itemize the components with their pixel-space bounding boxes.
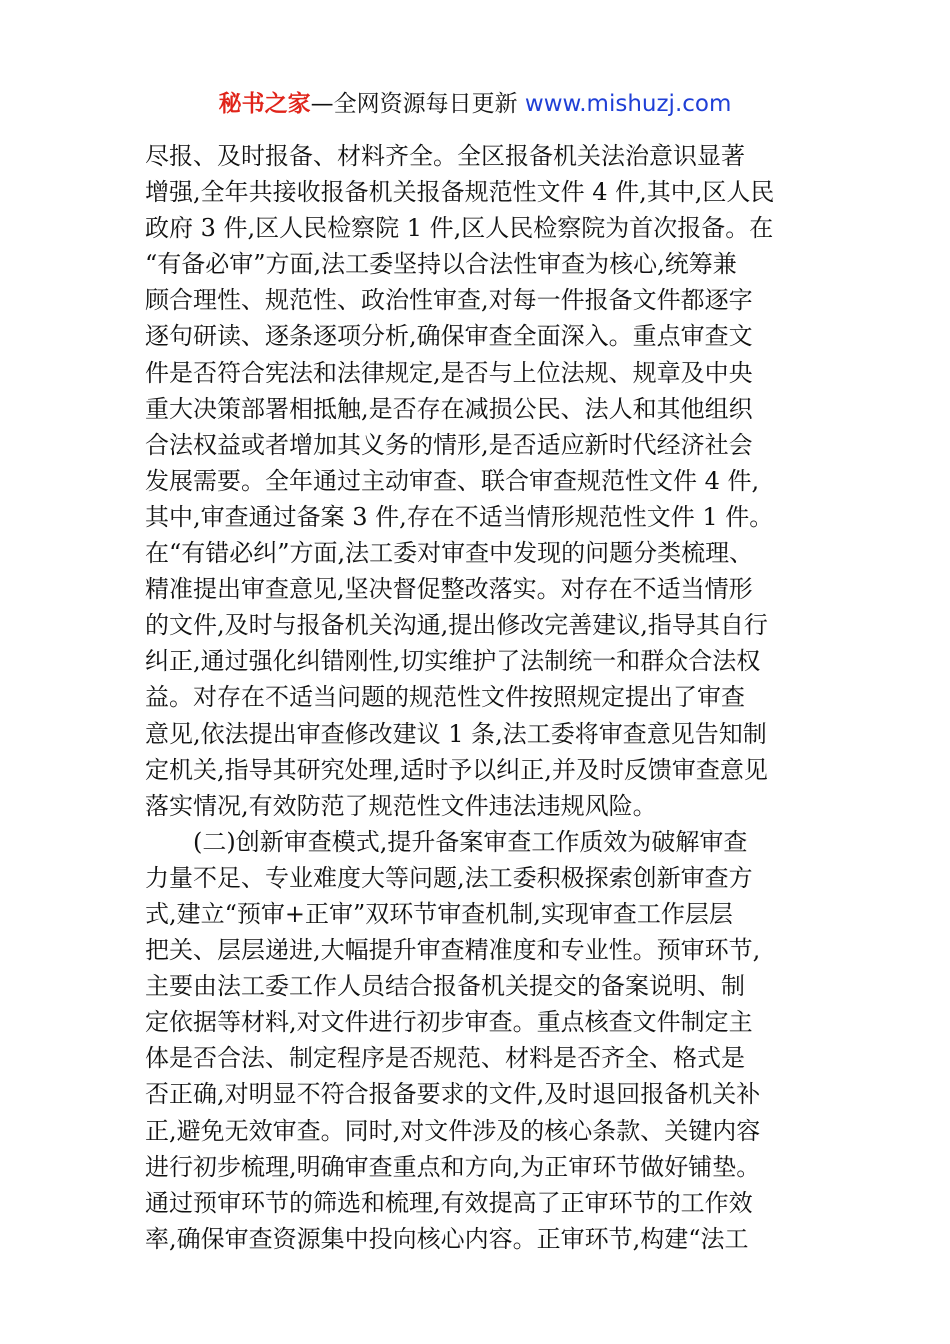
site-brand: 秘书之家: [218, 91, 311, 117]
text-line: 在“有错必纠”方面,法工委对审查中发现的问题分类梳理、: [145, 539, 754, 568]
text-line: 进行初步梳理,明确审查重点和方向,为正审环节做好铺垫。: [145, 1152, 761, 1181]
text-line: 合法权益或者增加其义务的情形,是否适应新时代经济社会: [145, 430, 753, 459]
text-line: “有备必审”方面,法工委坚持以合法性审查为核心,统筹兼: [145, 250, 737, 279]
text-line: 力量不足、专业难度大等问题,法工委积极探索创新审查方: [145, 863, 753, 892]
text-line: 通过预审环节的筛选和梳理,有效提高了正审环节的工作效: [145, 1188, 753, 1217]
site-slogan: —全网资源每日更新: [310, 91, 518, 117]
text-line: 顾合理性、规范性、政治性审查,对每一件报备文件都逐字: [145, 286, 753, 315]
site-url-link[interactable]: www.mishuzj.com: [524, 91, 732, 117]
text-line: 逐句研读、逐条逐项分析,确保审查全面深入。重点审查文: [145, 322, 753, 351]
text-line: 式,建立“预审+正审”双环节审查机制,实现审查工作层层: [145, 899, 733, 928]
text-line: 益。对存在不适当问题的规范性文件按照规定提出了审查: [145, 683, 745, 712]
site-header: [0, 86, 950, 122]
text-line: 意见,依法提出审查修改建议 1 条,法工委将审查意见告知制: [145, 719, 767, 748]
text-line: 精准提出审查意见,坚决督促整改落实。对存在不适当情形: [145, 575, 753, 604]
text-line: 增强,全年共接收报备机关报备规范性文件 4 件,其中,区人民: [145, 178, 775, 207]
text-line: 尽报、及时报备、材料齐全。全区报备机关法治意识显著: [145, 142, 745, 170]
text-line: 纠正,通过强化纠错刚性,切实维护了法制统一和群众合法权: [145, 647, 761, 676]
text-line: 定机关,指导其研究处理,适时予以纠正,并及时反馈审查意见: [145, 755, 768, 784]
text-line: 主要由法工委工作人员结合报备机关提交的备案说明、制: [145, 972, 745, 1001]
text-line: 政府 3 件,区人民检察院 1 件,区人民检察院为首次报备。在: [145, 214, 774, 243]
text-line: 的文件,及时与报备机关沟通,提出修改完善建议,指导其自行: [145, 611, 768, 640]
text-line: 重大决策部署相抵触,是否存在减损公民、法人和其他组织: [145, 394, 753, 423]
text-line: 其中,审查通过备案 3 件,存在不适当情形规范性文件 1 件。: [145, 502, 774, 531]
text-line: 率,确保审查资源集中投向核心内容。正审环节,构建“法工: [145, 1224, 749, 1253]
text-line: 把关、层层递进,大幅提升审查精准度和专业性。预审环节,: [145, 936, 761, 965]
text-line: 定依据等材料,对文件进行初步审查。重点核查文件制定主: [145, 1008, 753, 1037]
text-line: 否正确,对明显不符合报备要求的文件,及时退回报备机关补: [145, 1080, 761, 1109]
text-line: 落实情况,有效防范了规范性文件违法违规风险。: [145, 791, 657, 820]
text-line: 体是否合法、制定程序是否规范、材料是否齐全、格式是: [145, 1044, 745, 1073]
text-line: 正,避免无效审查。同时,对文件涉及的核心条款、关键内容: [145, 1116, 761, 1145]
text-line: 发展需要。全年通过主动审查、联合审查规范性文件 4 件,: [145, 466, 760, 495]
document-body: [145, 138, 825, 1257]
section-heading-line: (二)创新审查模式,提升备案审查工作质效为破解审查: [193, 827, 748, 856]
text-line: 件是否符合宪法和法律规定,是否与上位法规、规章及中央: [145, 358, 753, 387]
